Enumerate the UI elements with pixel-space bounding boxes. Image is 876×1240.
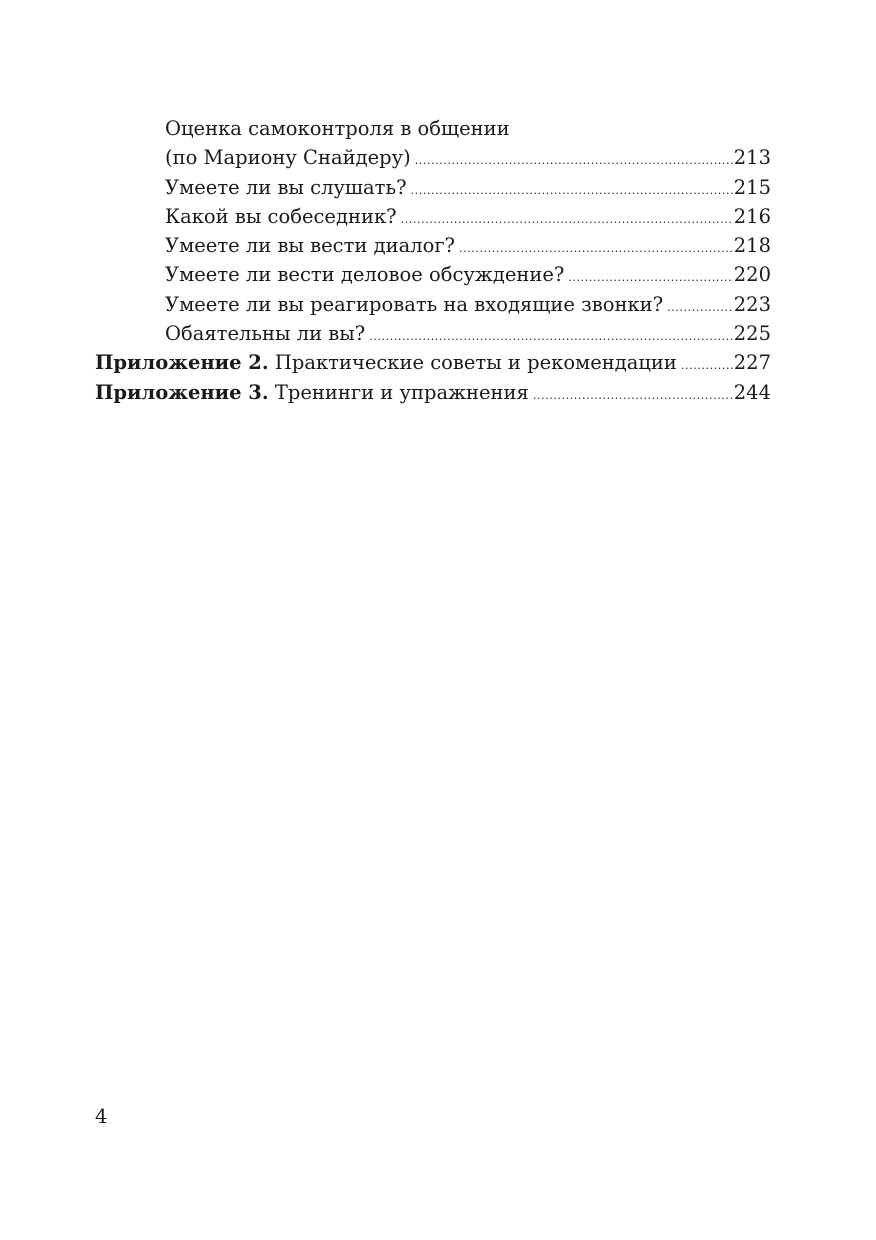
dot-leader: [533, 381, 733, 410]
dot-leader: [568, 263, 732, 292]
appendix-label: Приложение 2.: [95, 351, 269, 375]
toc-entry-text: Умеете ли вы вести диалог?: [165, 234, 455, 258]
toc-page-number: 216: [733, 204, 771, 228]
dot-leader: [459, 234, 733, 263]
table-of-contents: [95, 114, 771, 407]
toc-entry-text: Обаятельны ли вы?: [165, 322, 366, 346]
dot-leader: [401, 205, 733, 234]
toc-page-number: 225: [733, 322, 771, 346]
toc-entry-interlocutor: [95, 202, 771, 231]
appendix-title: Практические советы и рекомендации: [274, 351, 677, 375]
toc-entry-text: Умеете ли вы слушать?: [165, 175, 407, 199]
toc-entry-text: Умеете ли вести деловое обсуждение?: [165, 263, 565, 287]
toc-entry-incoming-calls: [95, 290, 771, 319]
toc-entry-text: [95, 348, 677, 377]
toc-page-number: 213: [733, 146, 771, 170]
dot-leader: [681, 351, 733, 380]
dot-leader: [667, 293, 733, 322]
toc-entry-text: Какой вы собеседник?: [165, 204, 397, 228]
toc-entry-self-monitoring: [95, 143, 771, 172]
toc-entry-appendix-3: [95, 378, 771, 407]
toc-entry-listening: [95, 173, 771, 202]
toc-page-number: 223: [733, 292, 771, 316]
dot-leader: [415, 146, 733, 175]
appendix-label: Приложение 3.: [95, 380, 269, 404]
toc-entry-dialogue: [95, 231, 771, 260]
dot-leader: [411, 176, 733, 205]
dot-leader: [369, 322, 733, 351]
page-number: 4: [95, 1105, 108, 1128]
toc-entry-text: [95, 378, 529, 407]
toc-entry-charm: [95, 319, 771, 348]
toc-entry-business-discussion: [95, 260, 771, 289]
toc-entry-self-monitoring-heading: [95, 114, 771, 143]
toc-entry-text: Оценка самоконтроля в общении: [165, 117, 510, 140]
toc-page-number: 244: [733, 380, 771, 404]
toc-entry-appendix-2: [95, 348, 771, 377]
toc-page-number: 220: [733, 263, 771, 287]
toc-page-number: 227: [733, 351, 771, 375]
toc-entry-text: Умеете ли вы реагировать на входящие звонки?: [165, 292, 664, 316]
appendix-title: Тренинги и упражнения: [274, 380, 529, 404]
toc-page-number: 215: [733, 175, 771, 199]
toc-page-number: 218: [733, 234, 771, 258]
toc-entry-text: (по Мариону Снайдеру): [165, 146, 411, 170]
